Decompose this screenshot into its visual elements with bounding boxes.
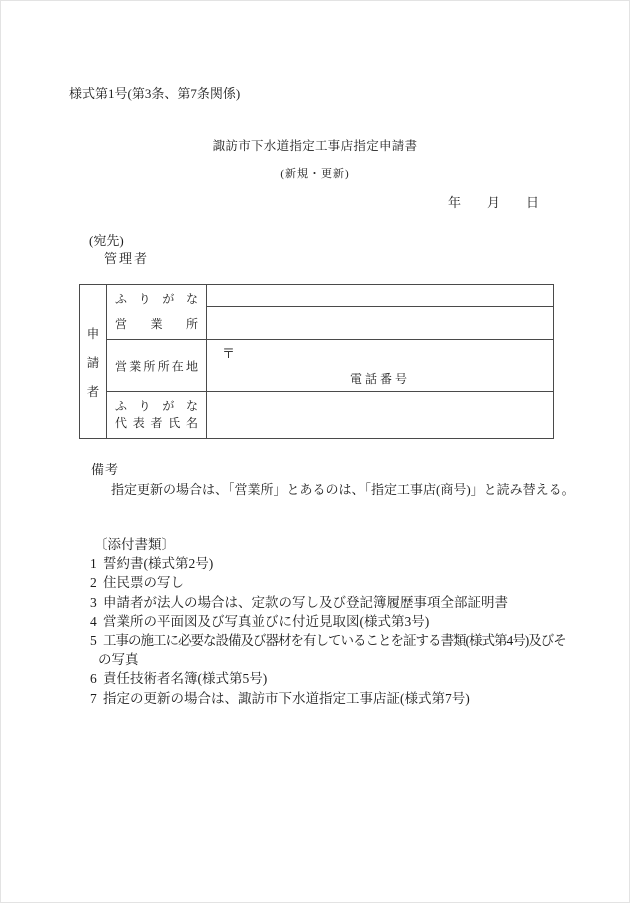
attachment-item-text: 住民票の写し xyxy=(103,575,184,591)
char: 地 xyxy=(185,359,198,373)
postal-mark: 〒 xyxy=(222,346,236,361)
attachment-item xyxy=(90,669,550,688)
attachment-item-text: 誓約書(様式第2号) xyxy=(103,556,214,572)
attachment-item xyxy=(90,612,550,631)
char: 氏 xyxy=(168,416,181,430)
char: が xyxy=(162,399,175,413)
office-furigana-label xyxy=(115,290,198,307)
char: な xyxy=(185,292,198,306)
applicant-header-cell xyxy=(80,285,107,439)
attachment-item-text: 申請者が法人の場合は、定款の写し及び登記簿履歴事項全部証明書 xyxy=(103,594,508,610)
attachment-item-continuation: の写真 xyxy=(98,652,139,668)
office-name-field xyxy=(207,307,554,340)
attachment-item xyxy=(90,554,550,573)
char: り xyxy=(138,399,151,413)
attachment-item-text: 営業所の平面図及び写真並びに付近見取図(様式第3号) xyxy=(103,613,430,629)
office-address-field xyxy=(207,340,554,392)
applicant-table xyxy=(79,284,554,439)
attachment-item-text: 責任技術者名簿(様式第5号) xyxy=(103,671,268,687)
form-number: 様式第1号(第3条、第7条関係) xyxy=(69,86,241,101)
char: 所 xyxy=(143,359,156,373)
attachment-item xyxy=(90,593,550,612)
char: ふ xyxy=(115,399,128,413)
char: 所 xyxy=(185,317,198,331)
date-line: 年 月 日 xyxy=(447,195,539,210)
attachment-item-number: 1 xyxy=(90,556,97,572)
char: が xyxy=(162,292,175,306)
attachment-item xyxy=(90,631,566,650)
char: 者 xyxy=(86,384,100,399)
char: り xyxy=(138,292,151,306)
representative-label-cell xyxy=(107,392,207,439)
office-furigana-field xyxy=(207,285,554,307)
char: ふ xyxy=(115,292,128,306)
char: 業 xyxy=(150,317,163,331)
representative-furigana-label xyxy=(115,397,198,414)
office-address-label xyxy=(115,357,198,374)
char: 所 xyxy=(157,359,170,373)
attachment-item-number: 4 xyxy=(90,613,97,629)
attachment-item xyxy=(90,573,550,592)
addressee-label: (宛先) xyxy=(89,233,124,248)
char: 在 xyxy=(171,359,184,373)
attachment-item-number: 2 xyxy=(90,575,97,591)
phone-number-label: 電話番号 xyxy=(349,372,410,386)
office-label xyxy=(115,315,198,332)
attachment-item-number: 3 xyxy=(90,594,97,610)
document-subtitle: (新規・更新) xyxy=(280,168,350,180)
attachment-item-number: 6 xyxy=(90,671,97,687)
attachment-item-text: 工事の施工に必要な設備及び器材を有していることを証する書類(様式第4号)及びそ xyxy=(103,633,566,649)
char: 営 xyxy=(115,359,128,373)
remarks-heading: 備考 xyxy=(91,462,120,477)
attachment-item-number: 7 xyxy=(90,690,97,706)
office-label-cell xyxy=(107,285,207,340)
attachments-heading: 〔添付書類〕 xyxy=(94,537,175,552)
attachment-item xyxy=(90,689,550,708)
char: な xyxy=(185,399,198,413)
char: 申 xyxy=(86,326,100,341)
remarks-note: 指定更新の場合は、「営業所」とあるのは、「指定工事店(商号)」と読み替える。 xyxy=(111,482,575,497)
document-title: 諏訪市下水道指定工事店指定申請書 xyxy=(212,139,418,153)
char: 請 xyxy=(86,355,100,370)
char: 業 xyxy=(129,359,142,373)
attachment-item-number: 5 xyxy=(90,633,97,649)
char: 者 xyxy=(150,416,163,430)
attachment-item-text: 指定の更新の場合は、諏訪市下水道指定工事店証(様式第7号) xyxy=(103,690,470,706)
representative-name-label xyxy=(115,414,198,431)
representative-name-field xyxy=(207,392,554,439)
char: 名 xyxy=(185,416,198,430)
char: 代 xyxy=(115,416,128,430)
addressee-title: 管理者 xyxy=(104,251,150,266)
attachments-section xyxy=(90,535,566,708)
char: 表 xyxy=(132,416,145,430)
office-address-label-cell xyxy=(107,340,207,392)
applicant-vertical-label xyxy=(80,285,106,438)
char: 営 xyxy=(115,317,128,331)
title-block xyxy=(1,136,629,181)
